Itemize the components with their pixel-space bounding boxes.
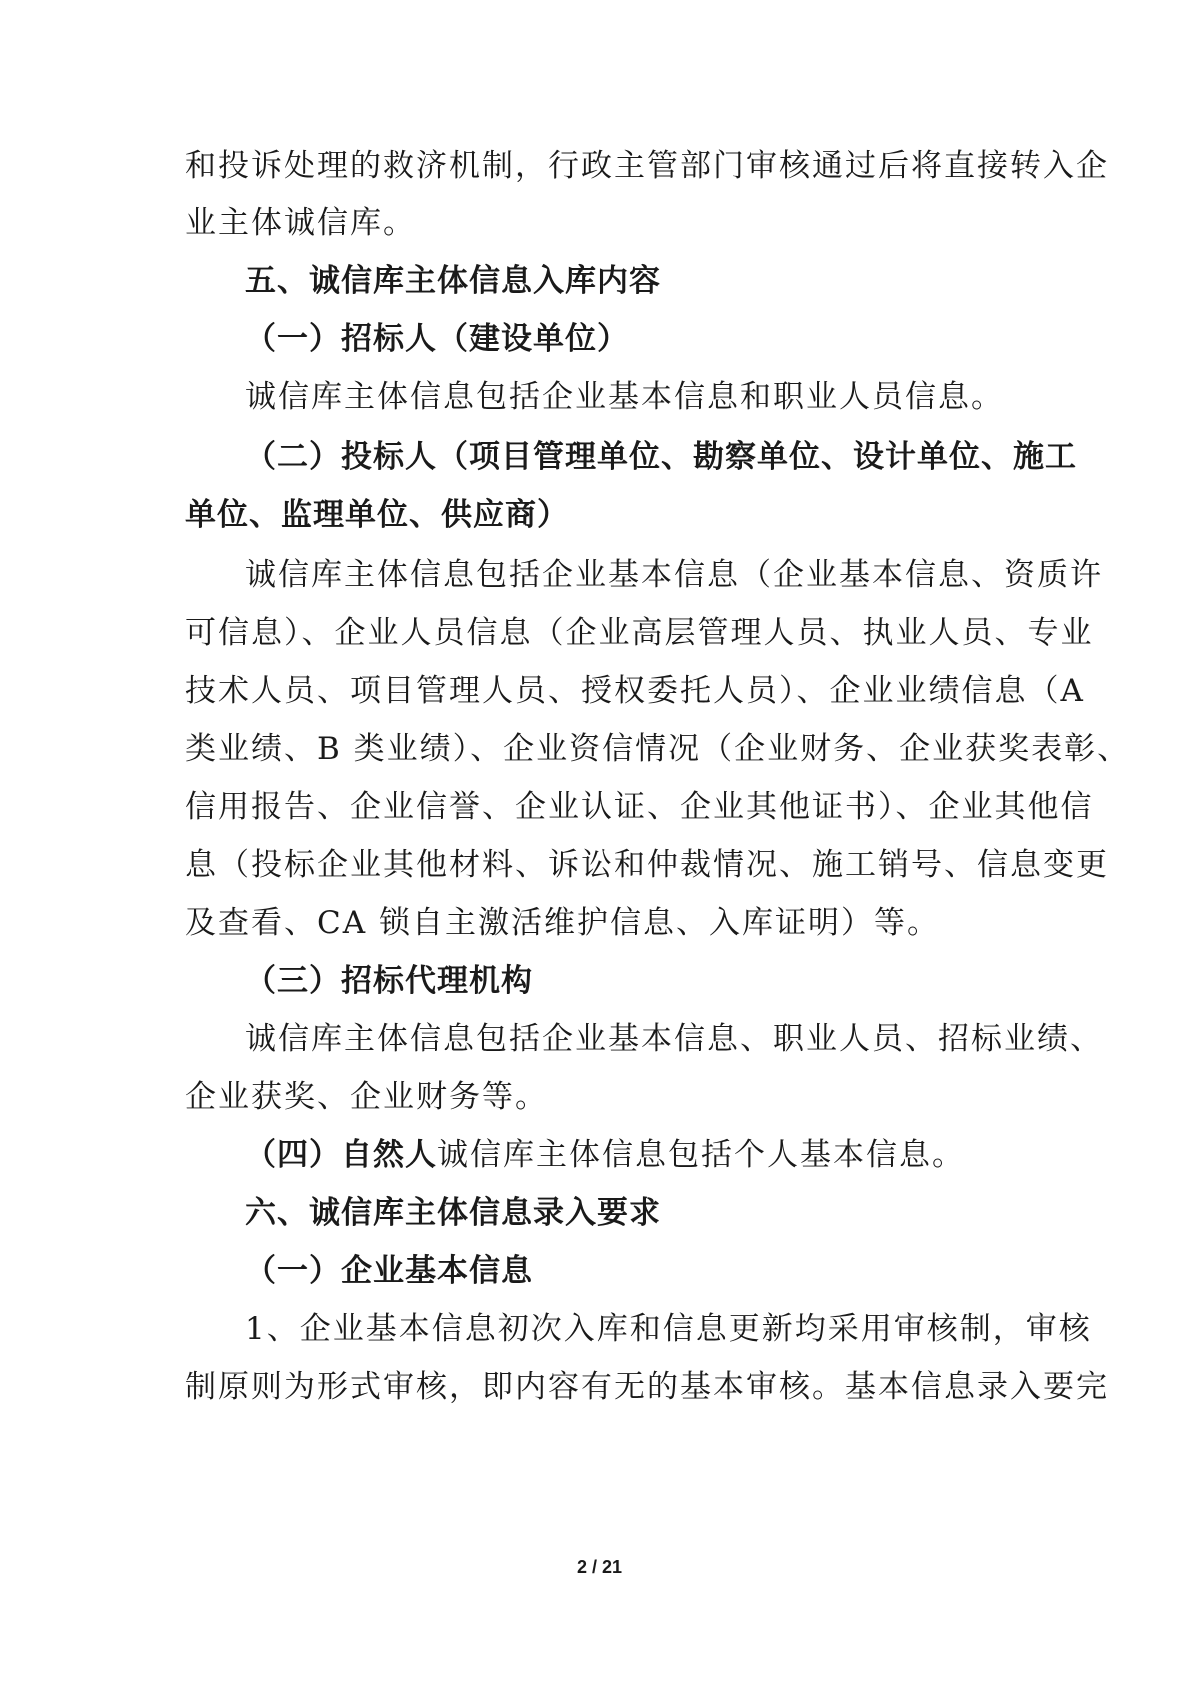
paragraph-line-12: 信用报告、企业信誉、企业认证、企业其他证书）、企业其他信 [185, 789, 1094, 825]
paragraph-line-8: 诚信库主体信息包括企业基本信息（企业基本信息、资质许 [245, 557, 1103, 593]
paragraph-line-17: 企业获奖、企业财务等。 [185, 1079, 548, 1115]
paragraph-line-16: 诚信库主体信息包括企业基本信息、职业人员、招标业绩、 [245, 1021, 1103, 1057]
paragraph-line-22: 1、企业基本信息初次入库和信息更新均采用审核制，审核 [245, 1311, 1092, 1347]
subsection-4-line [245, 1135, 965, 1175]
subsection-heading-6-1: （一）企业基本信息 [245, 1253, 533, 1289]
subsection-heading-2-line-1: （二）投标人（项目管理单位、勘察单位、设计单位、施工 [245, 439, 1077, 475]
subsection-heading-3: （三）招标代理机构 [245, 963, 533, 999]
paragraph-line-11: 类业绩、B 类业绩）、企业资信情况（企业财务、企业获奖表彰、 [185, 731, 1131, 767]
paragraph-line-9: 可信息）、企业人员信息（企业高层管理人员、执业人员、专业 [185, 615, 1094, 651]
paragraph-line-1: 和投诉处理的救济机制，行政主管部门审核通过后将直接转入企 [185, 148, 1109, 184]
subsection-heading-2-line-2: 单位、监理单位、供应商） [185, 497, 569, 533]
paragraph-line-5: 诚信库主体信息包括企业基本信息和职业人员信息。 [245, 379, 1004, 415]
paragraph-line-14: 及查看、CA 锁自主激活维护信息、入库证明）等。 [185, 905, 940, 941]
paragraph-line-10: 技术人员、项目管理人员、授权委托人员）、企业业绩信息（A [185, 673, 1085, 709]
subsection-4-text: 诚信库主体信息包括个人基本信息。 [437, 1137, 965, 1173]
paragraph-line-2: 业主体诚信库。 [185, 205, 416, 241]
paragraph-line-23: 制原则为形式审核，即内容有无的基本审核。基本信息录入要完 [185, 1369, 1109, 1405]
page-number: 2 / 21 [576, 1557, 623, 1577]
subsection-heading-4: （四）自然人 [245, 1137, 437, 1173]
section-heading-5: 五、诚信库主体信息入库内容 [245, 263, 661, 299]
section-heading-6: 六、诚信库主体信息录入要求 [245, 1195, 661, 1231]
paragraph-line-13: 息（投标企业其他材料、诉讼和仲裁情况、施工销号、信息变更 [185, 847, 1109, 883]
subsection-heading-1: （一）招标人（建设单位） [245, 321, 629, 357]
